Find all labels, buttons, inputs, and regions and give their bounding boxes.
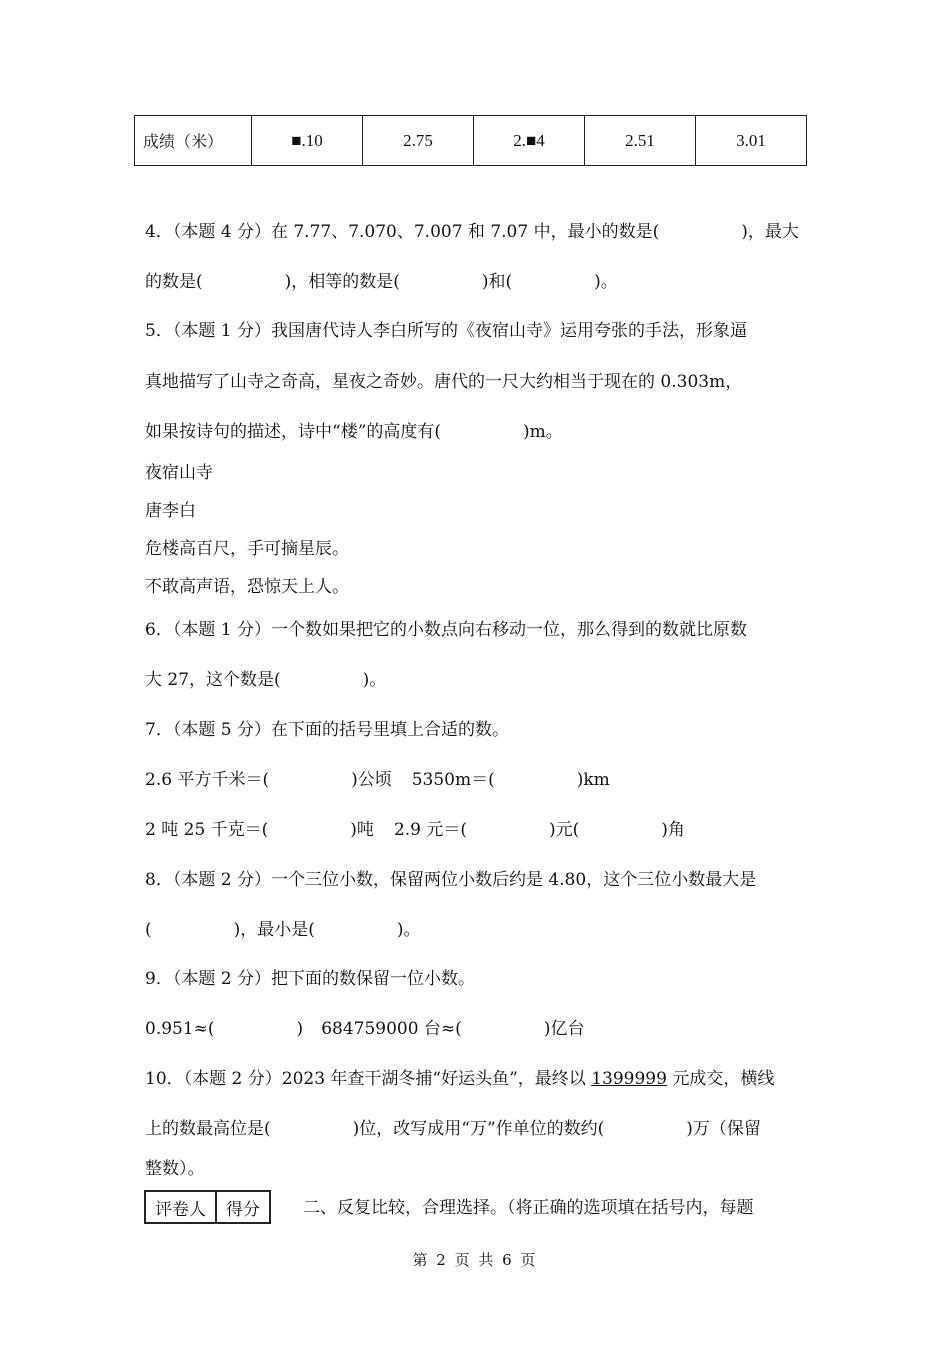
question-7-row-2 — [145, 819, 685, 841]
question-5-line-3 — [145, 421, 563, 443]
page-footer: 第 2 页 共 6 页 — [412, 1251, 538, 1269]
section-2-heading: 二、反复比较，合理选择。（将正确的选项填在括号内，每题 — [303, 1198, 754, 1218]
q10-text: 10．（本题 2 分）2023 年查干湖冬捕“好运头鱼”，最终以 — [145, 1069, 586, 1089]
q7-text: 2.6 平方千米＝( — [145, 770, 270, 790]
question-10-line-1 — [145, 1068, 774, 1090]
q10-text: 元成交，横线 — [672, 1069, 775, 1089]
score-table — [134, 115, 807, 166]
grader-box — [144, 1190, 271, 1224]
question-10-line-3: 整数）。 — [145, 1159, 205, 1179]
q4-text: )，相等的数是( — [284, 272, 400, 292]
score-cell: 得分 — [216, 1191, 270, 1223]
poem-line: 不敢高声语，恐惊天上人。 — [145, 577, 349, 597]
q7-text: )角 — [661, 820, 685, 840]
question-7-row-1 — [145, 769, 610, 791]
poem-title: 夜宿山寺 — [145, 463, 213, 483]
q10-text: )位，改写成用“万”作单位的数约( — [352, 1119, 605, 1139]
question-7-line-1: 7．（本题 5 分）在下面的括号里填上合适的数。 — [145, 720, 509, 740]
poem-author: 唐李白 — [145, 501, 196, 521]
q9-text: 684759000 台≈( — [321, 1019, 462, 1039]
table-row — [145, 1191, 270, 1223]
q4-text: )，最大 — [741, 222, 799, 242]
q9-text: 0.951≈( — [145, 1019, 215, 1039]
question-5-line-2: 真地描写了山寺之奇高，星夜之奇妙。唐代的一尺大约相当于现在的 0.303m， — [145, 372, 743, 392]
table-cell: 2.75 — [363, 116, 474, 166]
question-9-line-1: 9．（本题 2 分）把下面的数保留一位小数。 — [145, 969, 475, 989]
table-cell: 2.51 — [585, 116, 696, 166]
q8-text: )。 — [396, 920, 421, 940]
underlined-number: 1399999 — [591, 1069, 667, 1089]
question-5-line-1: 5．（本题 1 分）我国唐代诗人李白所写的《夜宿山寺》运用夸张的手法，形象逼 — [145, 321, 747, 341]
q10-text: )万（保留 — [686, 1119, 761, 1139]
q7-text: )吨 — [350, 820, 374, 840]
q7-text: 5350m＝( — [411, 770, 495, 790]
q8-text: )，最小是( — [233, 920, 315, 940]
q6-text: )。 — [362, 670, 387, 690]
q5-text: 如果按诗句的描述，诗中“楼”的高度有( — [145, 422, 442, 442]
table-cell: 3.01 — [696, 116, 807, 166]
question-8-line-1: 8．（本题 2 分）一个三位小数，保留两位小数后约是 4.80，这个三位小数最大是 — [145, 870, 757, 890]
q6-text: 大 27，这个数是( — [145, 670, 281, 690]
q4-text: )。 — [594, 272, 618, 292]
question-4-line-2 — [145, 271, 618, 293]
poem-line: 危楼高百尺，手可摘星辰。 — [145, 539, 349, 559]
q7-text: )公顷 — [351, 770, 392, 790]
table-header-cell: 成绩（米） — [135, 116, 252, 166]
q7-text: 2.9 元＝( — [393, 820, 468, 840]
q5-text: )m。 — [523, 422, 563, 442]
q4-text: 的数是( — [145, 272, 203, 292]
q4-text: 4．（本题 4 分）在 7.77、7.070、7.007 和 7.07 中，最小的数是( — [145, 222, 660, 242]
question-8-line-2 — [145, 919, 421, 941]
question-6-line-2 — [145, 669, 386, 691]
table-cell: ■.10 — [252, 116, 363, 166]
q9-text: )亿台 — [543, 1019, 585, 1039]
question-9-row — [145, 1018, 584, 1040]
table-row — [135, 116, 807, 166]
q9-text: ) — [296, 1019, 304, 1039]
q10-text: 上的数最高位是( — [145, 1119, 271, 1139]
q4-text: )和( — [481, 272, 513, 292]
table-cell: 2.■4 — [474, 116, 585, 166]
q7-text: 2 吨 25 千克＝( — [145, 820, 269, 840]
question-6-line-1: 6．（本题 1 分）一个数如果把它的小数点向右移动一位，那么得到的数就比原数 — [145, 620, 747, 640]
question-4-line-1 — [145, 221, 799, 243]
reviewer-cell: 评卷人 — [145, 1191, 216, 1223]
question-10-line-2 — [145, 1118, 761, 1140]
q7-text: )元( — [549, 820, 580, 840]
q8-text: ( — [145, 920, 152, 940]
q7-text: )km — [576, 770, 610, 790]
